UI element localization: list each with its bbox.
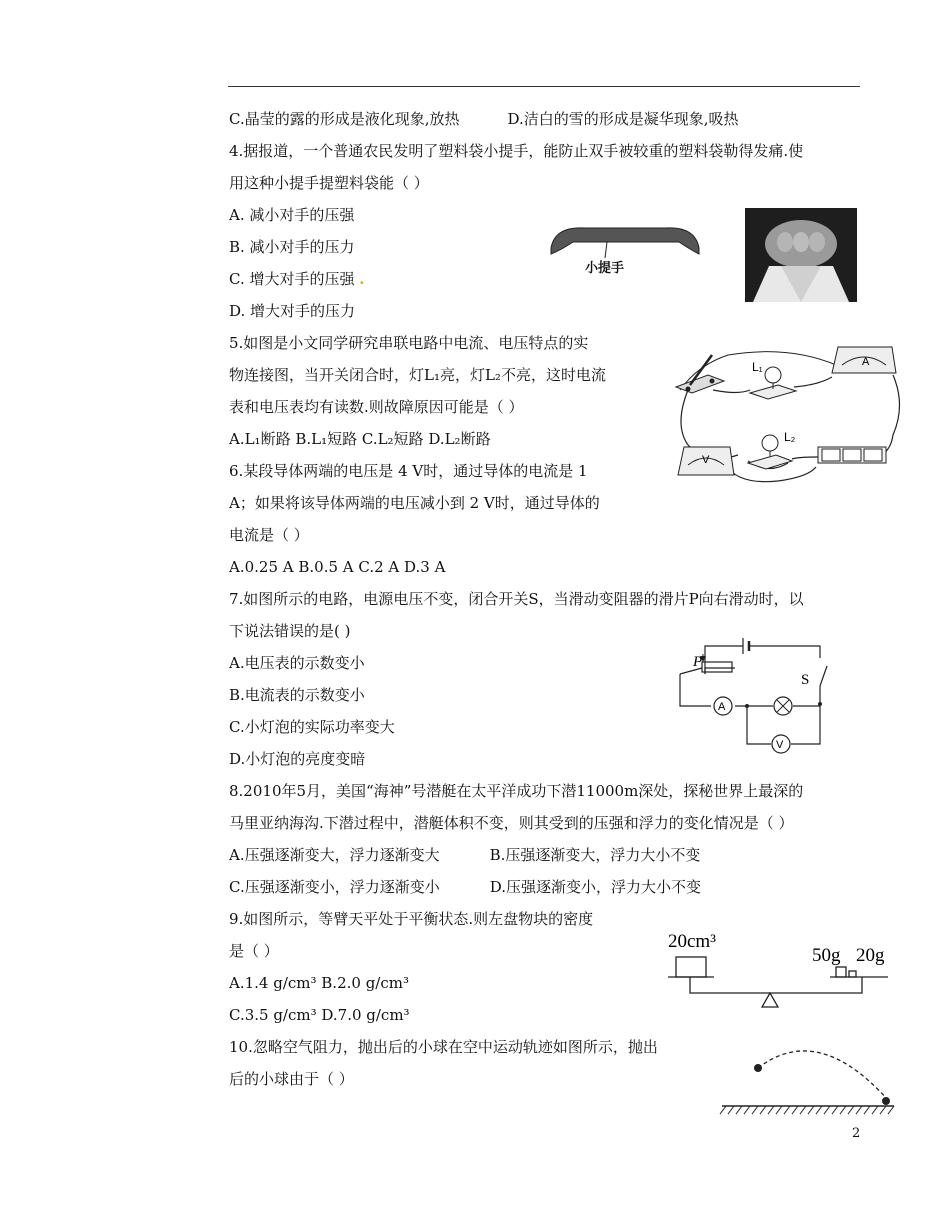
q5-options: A.L₁断路 B.L₁短路 C.L₂短路 D.L₂断路 (229, 430, 491, 448)
ammeter-label: A (862, 356, 870, 368)
q7-ammeter-label: A (718, 701, 726, 713)
q5-stem-line3: 表和电压表均有读数.则故障原因可能是（ ） (229, 398, 524, 416)
q9-stem-line1: 9.如图所示，等臂天平处于平衡状态.则左盘物块的密度 (229, 910, 594, 928)
q5-circuit-figure (668, 335, 908, 495)
balance-weight-20g: 20g (856, 945, 885, 966)
q9-balance-figure (662, 925, 892, 1017)
q4-option-d: D. 增大对手的压力 (229, 302, 356, 320)
q7-option-b: B.电流表的示数变小 (229, 686, 365, 704)
q7-s-label: S (801, 672, 810, 688)
q9-options-ab: A.1.4 g/cm³ B.2.0 g/cm³ (229, 974, 409, 992)
lamp-l2-label: L₂ (784, 430, 796, 444)
q4-stem-line2: 用这种小提手提塑料袋能（ ） (229, 174, 429, 192)
q7-option-d: D.小灯泡的亮度变暗 (229, 750, 366, 768)
handle-figure (545, 220, 705, 280)
q7-p-label: P (693, 654, 703, 670)
balance-weight-50g: 50g (812, 945, 841, 966)
q7-option-c: C.小灯泡的实际功率变大 (229, 718, 395, 736)
q3-options-cd: C.晶莹的露的形成是液化现象,放热 D.洁白的雪的形成是凝华现象,吸热 (229, 110, 739, 128)
q4-stem-line1: 4.据报道，一个普通农民发明了塑料袋小提手，能防止双手被较重的塑料袋勒得发痛.使 (229, 142, 804, 160)
q8-options-ab: A.压强逐渐变大，浮力逐渐变大 B.压强逐渐变大，浮力大小不变 (229, 846, 701, 864)
q8-stem-line1: 8.2010年5月，美国“海神”号潜艇在太平洋成功下潜11000m深处，探秘世界上最深的 (229, 782, 804, 800)
header-rule (228, 86, 860, 87)
q7-option-a: A.电压表的示数变小 (229, 654, 365, 672)
q10-trajectory-figure (718, 1040, 898, 1120)
q6-stem-line3: 电流是（ ） (229, 526, 309, 544)
balance-volume-label: 20cm³ (668, 931, 716, 952)
page-number: 2 (852, 1126, 861, 1141)
q8-stem-line2: 马里亚纳海沟.下潜过程中，潜艇体积不变，则其受到的压强和浮力的变化情况是（ ） (229, 814, 794, 832)
lamp-l1-label: L₁ (752, 360, 763, 374)
q6-stem-line1: 6.某段导体两端的电压是 4 V时，通过导体的电流是 1 (229, 462, 588, 480)
voltmeter-label: V (702, 454, 710, 466)
q8-options-cd: C.压强逐渐变小，浮力逐渐变小 D.压强逐渐变小，浮力大小不变 (229, 878, 701, 896)
q10-stem-line2: 后的小球由于（ ） (229, 1070, 354, 1088)
q6-stem-line2: A；如果将该导体两端的电压减小到 2 V时，通过导体的 (229, 494, 600, 512)
q7-circuit-figure (675, 628, 850, 758)
q7-stem-line2: 下说法错误的是( ) (229, 622, 351, 640)
q9-options-cd: C.3.5 g/cm³ D.7.0 g/cm³ (229, 1006, 410, 1024)
q6-options: A.0.25 A B.0.5 A C.2 A D.3 A (229, 558, 446, 576)
q10-stem-line1: 10.忽略空气阻力，抛出后的小球在空中运动轨迹如图所示，抛出 (229, 1038, 658, 1056)
hand-photo (745, 208, 857, 302)
q4-option-b: B. 减小对手的压力 (229, 238, 355, 256)
q5-stem-line1: 5.如图是小文同学研究串联电路中电流、电压特点的实 (229, 334, 589, 352)
handle-label: 小提手 (585, 260, 625, 275)
q4-option-a: A. 减小对手的压强 (229, 206, 355, 224)
q9-stem-line2: 是（ ） (229, 942, 279, 960)
q7-stem-line1: 7.如图所示的电路，电源电压不变，闭合开关S，当滑动变阻器的滑片P向右滑动时，以 (229, 590, 804, 608)
q5-stem-line2: 物连接图，当开关闭合时，灯L₁亮，灯L₂不亮，这时电流 (229, 366, 606, 384)
q4-option-c: C. 增大对手的压强 . (229, 270, 365, 288)
q7-voltmeter-label: V (776, 739, 784, 751)
